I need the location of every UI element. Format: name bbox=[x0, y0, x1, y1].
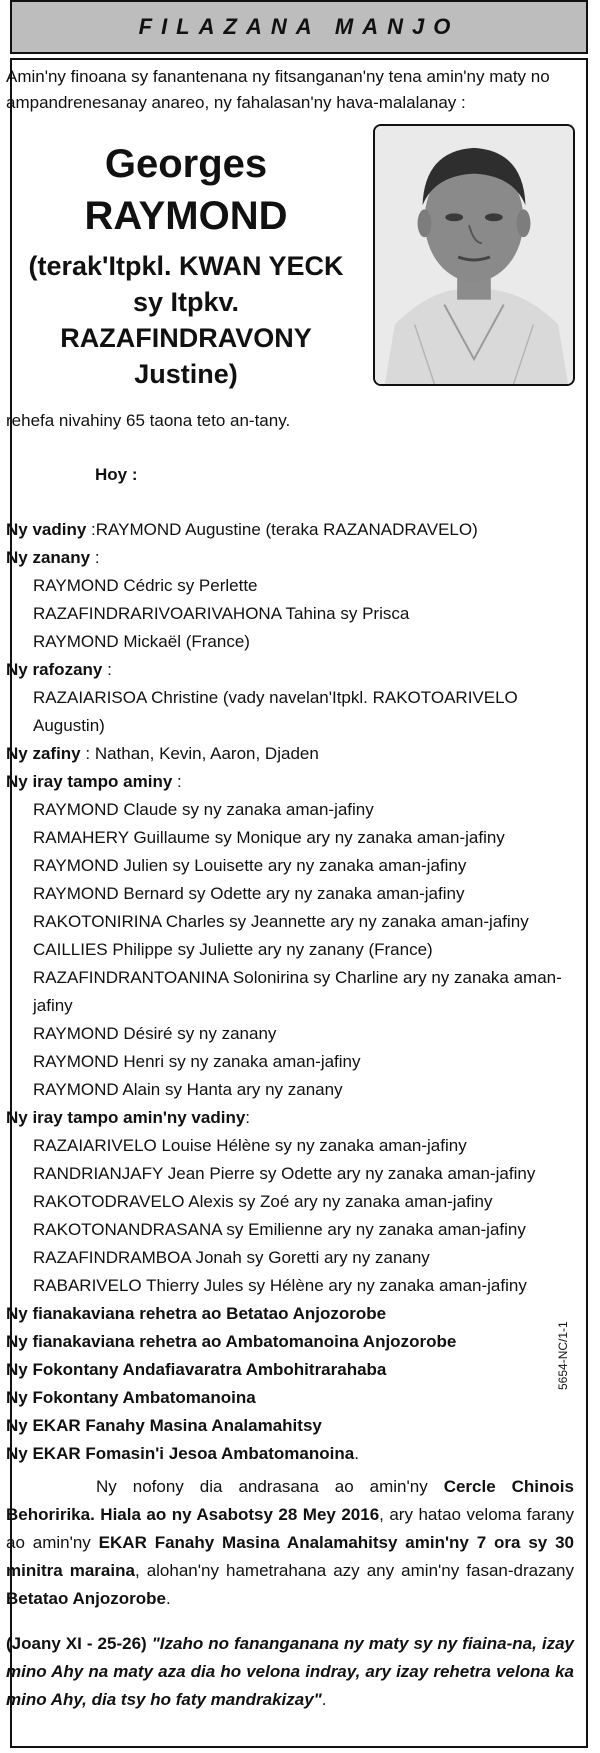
list-item: RAMAHERY Guillaume sy Monique ary ny zanaka aman-jafiny bbox=[33, 828, 505, 847]
vadiny-label: Ny vadiny bbox=[6, 520, 87, 539]
zanany-row: Ny zanany : bbox=[6, 548, 100, 567]
verse-quote: "Izaho no fananganana ny maty sy ny fiaina-na, izay mino Ahy na maty aza dia ho velona indray, ary izay rehetra velona ka mino Ahy, dia tsy ho faty mandrakizay" bbox=[6, 1634, 574, 1709]
list-item: RAZAFINDRAMBOA Jonah sy Goretti ary ny zanany bbox=[33, 1248, 430, 1267]
vadiny-value: :RAYMOND Augustine (teraka RAZANADRAVELO) bbox=[91, 520, 478, 539]
group-item: Ny Fokontany Ambatomanoina bbox=[6, 1388, 256, 1407]
deceased-last-name: RAYMOND bbox=[84, 194, 288, 238]
list-item: CAILLIES Philippe sy Juliette ary ny zanany (France) bbox=[33, 940, 433, 959]
announcement-paragraph: Ny nofony dia andrasana ao amin'ny Cercle Chinois Behoririka. Hiala ao ny Asabotsy 28 Mey 2016, ary hatao veloma farany ao amin'ny EKAR Fanahy Masina Analamahitsy amin'ny 7 ora sy 30 minitra maraina, alohan'ny hametrahana azy any amin'ny fasan-drazany Betatao Anjozorobe. bbox=[6, 1477, 574, 1608]
group-item: Ny Fokontany Andafiavaratra Ambohitrarahaba bbox=[6, 1360, 387, 1379]
list-item: RAZAIARISOA Christine (vady navelan'Itpkl. RAKOTOARIVELO Augustin) bbox=[33, 688, 518, 735]
group-item: Ny fianakaviana rehetra ao Betatao Anjozorobe bbox=[6, 1304, 387, 1323]
rafozany-label: Ny rafozany bbox=[6, 660, 103, 679]
zafiny-label: Ny zafiny bbox=[6, 744, 81, 763]
verse-paragraph: (Joany XI - 25-26) "Izaho no fananganana ny maty sy ny fiaina-na, izay mino Ahy na maty aza dia ho velona indray, ary izay rehetra velona ka mino Ahy, dia tsy ho faty mandrakizay". bbox=[6, 1634, 574, 1709]
list-item: RAYMOND Claude sy ny zanaka aman-jafiny bbox=[33, 800, 374, 819]
verse-reference: (Joany XI - 25-26) bbox=[6, 1634, 147, 1653]
parents-line-3: Justine) bbox=[134, 359, 238, 389]
list-item: RAZAFINDRARIVOARIVAHONA Tahina sy Prisca bbox=[33, 604, 410, 623]
family-list bbox=[6, 516, 576, 1468]
parents-line-2: sy Itpkv. RAZAFINDRAVONY bbox=[60, 287, 312, 353]
tampo-row: Ny iray tampo aminy : bbox=[6, 772, 182, 791]
group-item: Ny EKAR Fomasin'i Jesoa Ambatomanoina. bbox=[6, 1444, 359, 1463]
list-item: RAZAIARIVELO Louise Hélène sy ny zanaka aman-jafiny bbox=[33, 1136, 467, 1155]
list-item: RAYMOND Cédric sy Perlette bbox=[33, 576, 258, 595]
age-text: rehefa nivahiny 65 taona teto an-tany. bbox=[6, 411, 291, 430]
list-item: RAYMOND Henri sy ny zanaka aman-jafiny bbox=[33, 1052, 361, 1071]
deceased-name-block bbox=[6, 138, 366, 392]
zanany-label: Ny zanany bbox=[6, 548, 91, 567]
list-item: RAKOTONANDRASANA sy Emilienne ary ny zanaka aman-jafiny bbox=[33, 1220, 526, 1239]
list-item: RAZAFINDRANTOANINA Solonirina sy Charline ary ny zanaka aman-jafiny bbox=[33, 968, 562, 1015]
tampo-label: Ny iray tampo aminy bbox=[6, 772, 173, 791]
header-title: FILAZANA MANJO bbox=[138, 14, 460, 39]
deceased-first-name: Georges bbox=[104, 142, 268, 186]
list-item: RANDRIANJAFY Jean Pierre sy Odette ary ny zanaka aman-jafiny bbox=[33, 1164, 536, 1183]
list-item: RABARIVELO Thierry Jules sy Hélène ary ny zanaka aman-jafiny bbox=[33, 1276, 527, 1295]
hoy-label: Hoy : bbox=[95, 465, 138, 484]
vadiny-row bbox=[6, 516, 576, 544]
zafiny-row bbox=[6, 740, 576, 768]
portrait-photo bbox=[373, 124, 575, 386]
group-item: Ny EKAR Fanahy Masina Analamahitsy bbox=[6, 1416, 322, 1435]
list-item: RAYMOND Bernard sy Odette ary ny zanaka aman-jafiny bbox=[33, 884, 465, 903]
tampo-vady-row: Ny iray tampo amin'ny vadiny: bbox=[6, 1108, 251, 1127]
deceased-parents bbox=[6, 248, 366, 392]
parents-line-1: (terak'Itpkl. KWAN YECK bbox=[28, 251, 344, 281]
portrait-image bbox=[375, 126, 573, 384]
list-item: RAKOTONIRINA Charles sy Jeannette ary ny zanaka aman-jafiny bbox=[33, 912, 529, 931]
group-item: Ny fianakaviana rehetra ao Ambatomanoina Anjozorobe bbox=[6, 1332, 457, 1351]
rafozany-row: Ny rafozany : bbox=[6, 660, 112, 679]
reference-code: 5654-NC/1-1 bbox=[556, 1321, 570, 1390]
tampo-vady-label: Ny iray tampo amin'ny vadiny bbox=[6, 1108, 246, 1127]
intro-text: Amin'ny finoana sy fanantenana ny fitsanganan'ny tena amin'ny maty no ampandrenesanay anareo, ny fahalasan'ny hava-malalanay : bbox=[6, 67, 550, 112]
list-item: RAYMOND Alain sy Hanta ary ny zanany bbox=[33, 1080, 343, 1099]
header-banner bbox=[10, 0, 588, 54]
list-item: RAYMOND Julien sy Louisette ary ny zanaka aman-jafiny bbox=[33, 856, 467, 875]
list-item: RAKOTODRAVELO Alexis sy Zoé ary ny zanaka aman-jafiny bbox=[33, 1192, 493, 1211]
list-item: RAYMOND Mickaël (France) bbox=[33, 632, 250, 651]
list-item: RAYMOND Désiré sy ny zanany bbox=[33, 1024, 277, 1043]
zafiny-value: : Nathan, Kevin, Aaron, Djaden bbox=[85, 744, 319, 763]
